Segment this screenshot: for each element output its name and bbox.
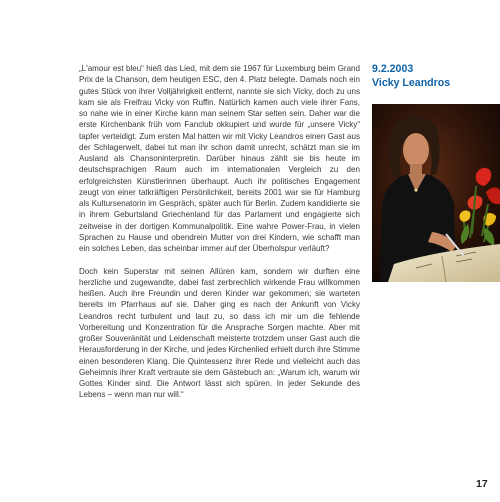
article-body: [79, 63, 360, 401]
article-paragraph-2: Doch kein Superstar mit seinen Allüren kam, sondern wir durften eine herzliche und zugewandte, dabei fast zerbrechlich wirkende Frau willkommen heißen. Auch ihre Freundin und deren Kinder war gekommen; sie warteten bereits im Pfarrhaus auf sie. Daher ging es nach der Ankunft von Vicky Leandros recht turbulent und laut zu, so dass ich mir um die fehlende Vorbereitung und Konzentration für die Ansprache Sorgen machte. Aber mit großer Souveränität und Leidenschaft meisterte trotzdem unser Gast auch die Herausforderung in der Kirche, und jedes Kirchenlied erhielt durch ihre Stimme einen besonderen Klang. Die Quintessenz ihrer Rede und vielleicht auch das Geheimnis ihrer Kraft vertraute sie dem Gästebuch an: „Warum ich, warum wir Gottes Kinder sind. Die Antwort lässt sich spüren. In jeder Sekunde des Lebens – wenn man nur will.“: [79, 266, 360, 400]
article-paragraph-1: „L'amour est bleu“ hieß das Lied, mit dem sie 1967 für Luxemburg beim Grand Prix de la Chanson, dem heutigen ESC, den 4. Platz belegte. Damals noch ein gutes Stück von ihrer Volljährigkeit entfernt, nannte sie sich Vicky, doch zu uns kam sie als Freifrau Vicky von Ruffin. Natürlich kamen auch viele ihrer Fans, so nahe wie in einer Kirche kann man seinem Star selten sein. Daher war die erste Kirchenbank früh vom Fanclub okkupiert und wurde für „unsere Vicky“ tapfer verteidigt. Zum ersten Mal hatten wir mit Vicky Leandros einen Gast aus der Schlagerwelt, dabei tut man ihr schon damit unrecht, schätzt man sie im Ausland als Chansoninterpretin. Darüber hinaus zählt sie bis heute im deutschsprachigen Raum auch im internationalen Vergleich zu den erfolgreichsten Künstlerinnen überhaupt. Auch ihr politisches Engagement zeugt von einer tatkräftigen Persönlichkeit, bereits 2001 war sie für Hamburg als Kultursenatorin im Gespräch, später auch für Berlin. Zudem kandidierte sie in ihrem Geburtsland Griechenland für das Parlament und engagierte sich zeitweise in der dortigen Kommunalpolitik. Eine wahre Power-Frau, in vielen Sprachen zu Hause und obendrein Mutter von drei Kindern, wie schafft man ein solches Leben, das scheinbar immer auf der Überholspur verläuft?: [79, 64, 360, 253]
guest-photo: [372, 104, 500, 282]
page-number: 17: [476, 478, 488, 490]
event-date: 9.2.2003: [372, 63, 414, 75]
sidebar-caption: [372, 62, 494, 90]
guest-name: Vicky Leandros: [372, 77, 451, 89]
